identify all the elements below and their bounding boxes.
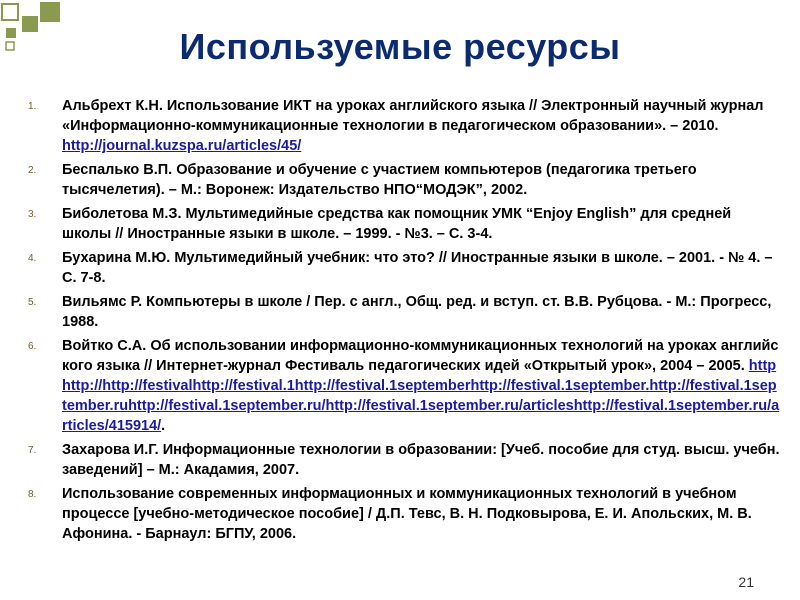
reference-text: Захарова И.Г. Информационные технологии в образовании: [Учеб. пособие для студ. высш. учебн. заведений] – М.: Акадамия, 2007. xyxy=(62,442,780,478)
reference-number: 5. xyxy=(28,297,37,308)
reference-number: 2. xyxy=(28,165,37,176)
reference-item-7 xyxy=(28,440,780,480)
reference-text: Биболетова М.З. Мультимедийные средства как помощник УМК “Enjoy English” для средней школы // Иностранные языки в школе. – 1999. - №3. – С. 3-4. xyxy=(62,206,732,242)
reference-tail: . xyxy=(161,418,166,434)
slide-title: Используемые ресурсы xyxy=(179,26,621,67)
reference-text: Альбрехт К.Н. Использование ИКТ на уроках английского языка // Электронный научный журнал «Информационно-коммуникационные технологии в педагогическом образовании». – 2010. xyxy=(62,98,764,134)
reference-number: 8. xyxy=(28,489,37,500)
reference-item-1 xyxy=(28,96,780,156)
reference-text: Использование современных информационных и коммуникационных технологий в учебном процессе [учебно-методическое пособие] / Д.П. Тевс, В. Н. Подковырова, Е. И. Апольских, М. В. Афонина. - Барнаул: БГПУ, 2006. xyxy=(62,486,752,542)
reference-number: 3. xyxy=(28,209,37,220)
reference-text: Беспалько В.П. Образование и обучение с участием компьютеров (педагогика третьего тысячелетия). – М.: Воронеж: Издательство НПО“МОДЭК”, 2002. xyxy=(62,162,697,198)
reference-list xyxy=(28,96,780,548)
reference-number: 4. xyxy=(28,253,37,264)
reference-text: Войтко С.А. Об использовании информационно-коммуникационных технологий на уроках английского языка // Интернет-журнал Фестиваль педагогических идей «Открытый урок», 2004 – 2005. xyxy=(62,338,779,374)
reference-number: 1. xyxy=(28,101,37,112)
slide-number: 21 xyxy=(738,574,754,590)
reference-item-5 xyxy=(28,292,780,332)
reference-item-3 xyxy=(28,204,780,244)
reference-item-6 xyxy=(28,336,780,436)
reference-item-2 xyxy=(28,160,780,200)
reference-text: Бухарина М.Ю. Мультимедийный учебник: что это? // Иностранные языки в школе. – 2001. - № 4. – С. 7-8. xyxy=(62,250,773,286)
reference-number: 7. xyxy=(28,445,37,456)
reference-number: 6. xyxy=(28,341,37,352)
reference-text: Вильямс Р. Компьютеры в школе / Пер. с англ., Общ. ред. и вступ. ст. В.В. Рубцова. - М.: Прогресс, 1988. xyxy=(62,294,772,330)
reference-item-8 xyxy=(28,484,780,544)
reference-link[interactable]: httphttp://http://festivalhttp://festival.1http://festival.1septemberhttp://festival.1september.http://festival.1september.ruhttp://festival.1september.ru/http://festival.1september.ru/articleshttp://festival.1september.ru/articles/415914/ xyxy=(62,358,780,434)
reference-link[interactable]: http://journal.kuzspa.ru/articles/45/ xyxy=(62,138,302,154)
reference-item-4 xyxy=(28,248,780,288)
